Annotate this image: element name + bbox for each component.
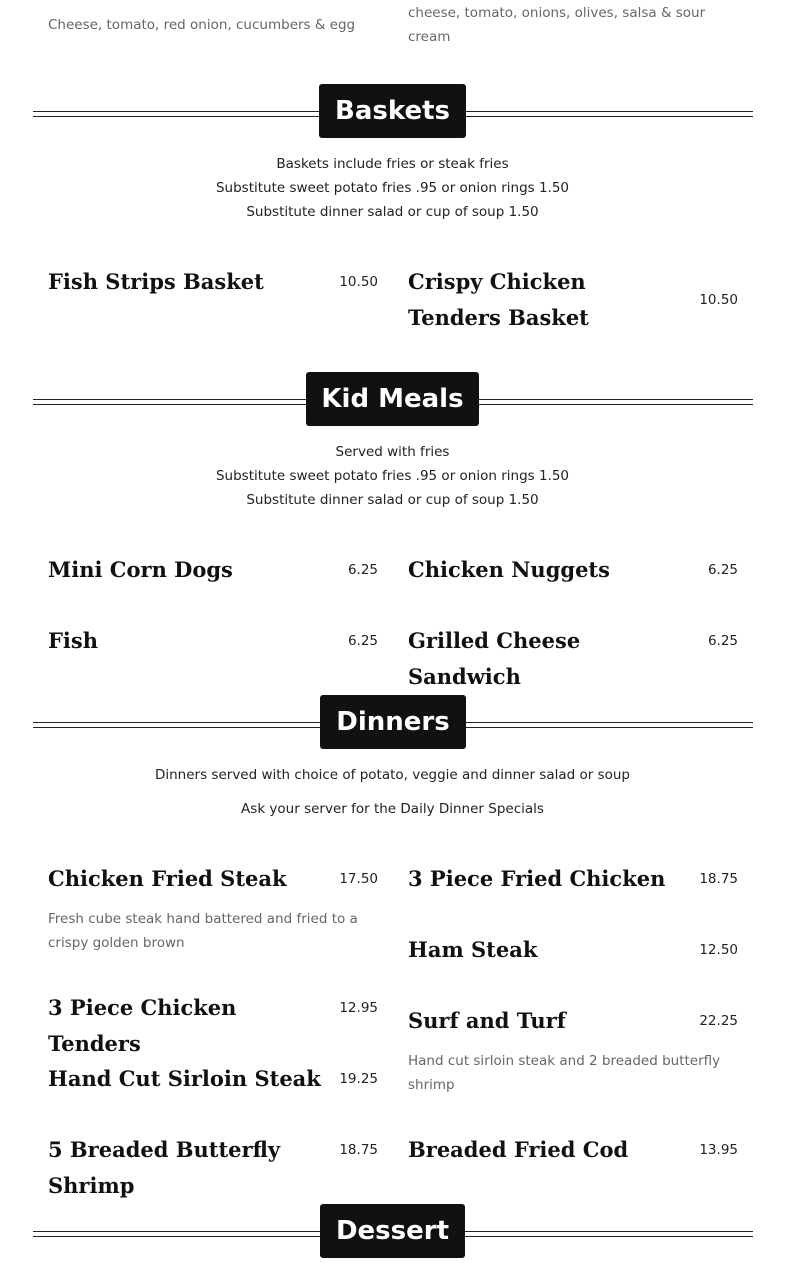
section-note: Ask your server for the Daily Dinner Specials bbox=[241, 801, 544, 817]
menu-item-price: 6.25 bbox=[707, 562, 738, 578]
menu-item-name: 3 Piece Fried Chicken bbox=[408, 866, 666, 891]
menu-item-name: 5 Breaded Butterfly Shrimp bbox=[48, 1137, 281, 1198]
menu-item-price: 13.95 bbox=[699, 1142, 738, 1158]
menu-item-price: 19.25 bbox=[339, 1071, 378, 1087]
menu-item-name: Mini Corn Dogs bbox=[48, 557, 233, 582]
section-title-baskets: Baskets bbox=[319, 84, 466, 138]
section-note: Substitute sweet potato fries .95 or onion rings 1.50 bbox=[215, 468, 570, 484]
menu-item-price: 10.50 bbox=[339, 274, 378, 290]
menu-item-name: Breaded Fried Cod bbox=[408, 1137, 629, 1162]
menu-item-name: Hand Cut Sirloin Steak bbox=[48, 1066, 321, 1091]
menu-item-price: 6.25 bbox=[347, 633, 378, 649]
section-note: Served with fries bbox=[335, 444, 450, 460]
menu-item-price: 10.50 bbox=[699, 292, 738, 308]
section-note: Baskets include fries or steak fries bbox=[276, 156, 509, 172]
menu-item-price: 6.25 bbox=[707, 633, 738, 649]
menu-item-price: 22.25 bbox=[699, 1013, 738, 1029]
menu-item-name: Grilled Cheese Sandwich bbox=[408, 628, 581, 689]
menu-item-name: Fish Strips Basket bbox=[48, 269, 264, 294]
menu-item-price: 12.50 bbox=[699, 942, 738, 958]
item-description: Fresh cube steak hand battered and fried to a crispy golden brown bbox=[48, 911, 358, 951]
menu-item-name: Chicken Nuggets bbox=[408, 557, 610, 582]
menu-item-price: 17.50 bbox=[339, 871, 378, 887]
item-description: cheese, tomato, onions, olives, salsa & sour cream bbox=[408, 5, 706, 45]
menu-item-name: 3 Piece Chicken Tenders bbox=[48, 995, 237, 1056]
menu-item-name: Surf and Turf bbox=[408, 1008, 566, 1033]
section-title-kid-meals: Kid Meals bbox=[306, 372, 479, 426]
menu-item-name: Chicken Fried Steak bbox=[48, 866, 287, 891]
section-note: Substitute dinner salad or cup of soup 1.50 bbox=[246, 204, 539, 220]
menu-item-price: 6.25 bbox=[347, 562, 378, 578]
section-title-dessert: Dessert bbox=[320, 1204, 465, 1258]
item-description: Cheese, tomato, red onion, cucumbers & egg bbox=[48, 17, 356, 33]
menu-item-name: Fish bbox=[48, 628, 98, 653]
section-note: Substitute sweet potato fries .95 or onion rings 1.50 bbox=[215, 180, 570, 196]
menu-item-price: 12.95 bbox=[339, 1000, 378, 1016]
item-description: Hand cut sirloin steak and 2 breaded butterfly shrimp bbox=[408, 1053, 721, 1093]
menu-item-price: 18.75 bbox=[699, 871, 738, 887]
section-title-dinners: Dinners bbox=[320, 695, 466, 749]
menu-item-price: 18.75 bbox=[339, 1142, 378, 1158]
menu-item-name: Crispy Chicken Tenders Basket bbox=[408, 269, 589, 330]
section-note: Dinners served with choice of potato, veggie and dinner salad or soup bbox=[154, 767, 631, 783]
section-note: Substitute dinner salad or cup of soup 1.50 bbox=[246, 492, 539, 508]
menu-item-name: Ham Steak bbox=[408, 937, 538, 962]
